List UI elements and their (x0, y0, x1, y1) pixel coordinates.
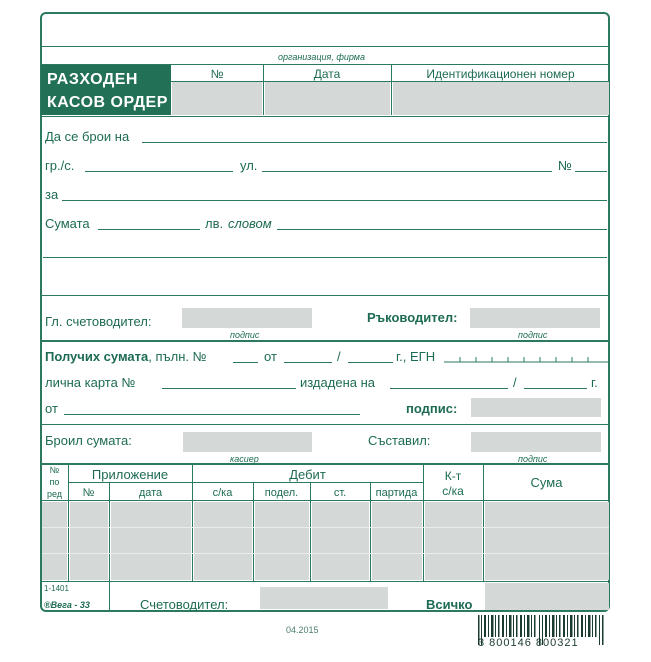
signature-caption1: подпис (230, 330, 260, 340)
receiver-signature[interactable] (471, 398, 601, 417)
cell-sum[interactable] (485, 502, 609, 580)
th-no3: ред (46, 489, 63, 499)
th-bottom-line (41, 500, 610, 501)
barcode-digits: 3 800146 800321 (478, 637, 579, 649)
slash1: / (337, 349, 341, 364)
th-att-date: дата (138, 487, 163, 499)
table-top-line (41, 463, 610, 465)
th-partida: партида (375, 487, 418, 499)
received-suffix: , пълн. № (148, 349, 207, 364)
title-line2: КАСОВ ОРДЕР (47, 94, 168, 111)
cell-kt[interactable] (425, 502, 482, 580)
section-line1 (41, 295, 610, 296)
street-field[interactable] (262, 171, 552, 172)
th-st: ст. (333, 487, 347, 499)
signature-caption2: подпис (518, 330, 548, 340)
received-label (45, 350, 207, 363)
section-line3 (41, 424, 610, 425)
city-label: гр./с. (45, 158, 75, 173)
slash2: / (513, 375, 517, 390)
th-no2: по (49, 477, 60, 487)
id-number-field[interactable] (393, 82, 609, 115)
id-card-label: лична карта № (45, 375, 136, 390)
issued-year-field[interactable] (524, 388, 587, 389)
full-number-field[interactable] (233, 362, 258, 363)
th-podel: подел. (264, 487, 299, 499)
year2-label: г. (591, 375, 598, 390)
year-egn-label: г., ЕГН (396, 349, 436, 364)
chief-accountant-signature[interactable] (182, 308, 312, 328)
counted-label: Броил сумата: (45, 433, 132, 448)
manager-signature[interactable] (470, 308, 600, 328)
in-words-label: словом (228, 216, 272, 231)
manager-label: Ръководител: (367, 310, 458, 325)
th-kt: К-т (444, 469, 462, 483)
signature-label: подпис: (406, 401, 458, 416)
cell-podel[interactable] (255, 502, 309, 580)
edition: 04.2015 (286, 625, 319, 635)
street-label: ул. (240, 158, 258, 173)
th-debit: Дебит (289, 467, 326, 482)
received-bold: Получих сумата (45, 349, 149, 364)
cell-st[interactable] (312, 502, 369, 580)
chief-accountant-label: Гл. счетоводител: (45, 314, 152, 329)
section-line2 (41, 340, 610, 342)
issuer-field[interactable] (64, 414, 360, 415)
from2-label: от (45, 401, 58, 416)
footer-div (109, 581, 110, 611)
date-field[interactable] (265, 82, 390, 115)
title-line1: РАЗХОДЕН (47, 71, 138, 88)
cell-att-no[interactable] (70, 502, 108, 580)
form-code: 1-1401 (44, 584, 69, 593)
cell-att-date[interactable] (111, 502, 191, 580)
signature-caption3: подпис (518, 454, 548, 464)
brand: ®Вега - 33 (44, 600, 90, 610)
pay-to-field[interactable] (142, 142, 607, 143)
org-caption: организация, фирма (278, 52, 365, 62)
th-sum: Сума (530, 475, 563, 490)
accountant-signature[interactable] (260, 587, 388, 609)
table-bottom-line (41, 581, 610, 582)
col-id: Идентификационен номер (426, 67, 575, 81)
compiled-signature[interactable] (471, 432, 601, 452)
from-label: от (264, 349, 277, 364)
num-label: № (558, 158, 572, 173)
row-line1 (42, 527, 609, 528)
th-kt-sk: с/ка (442, 484, 464, 498)
for-field[interactable] (62, 200, 607, 201)
accountant-label: Счетоводител: (140, 597, 229, 612)
date-day-field[interactable] (284, 362, 332, 363)
th-sk: с/ка (212, 487, 233, 499)
total-field[interactable] (485, 583, 609, 610)
for-label: за (45, 187, 59, 202)
col-date: Дата (313, 67, 341, 81)
amount-label: Сумата (45, 216, 90, 231)
issued-date-field[interactable] (390, 388, 508, 389)
header-bottom-line (41, 116, 610, 117)
th-no: № (49, 465, 60, 475)
th-sub-line (68, 482, 423, 483)
num-field[interactable] (575, 171, 607, 172)
cashier-caption: касиер (230, 454, 259, 464)
title-box (41, 65, 171, 115)
currency-label: лв. (205, 216, 224, 231)
number-field[interactable] (172, 82, 262, 115)
total-label: Всичко (426, 597, 473, 612)
in-words-field[interactable] (277, 229, 607, 230)
cashier-signature[interactable] (183, 432, 312, 452)
col-number: № (210, 67, 224, 81)
city-field[interactable] (85, 171, 233, 172)
id-card-field[interactable] (162, 388, 296, 389)
pay-to-label: Да се брои на (45, 129, 130, 144)
th-att-no: № (82, 487, 95, 499)
row-line2 (42, 553, 609, 554)
amount-field[interactable] (98, 229, 200, 230)
in-words-field2[interactable] (43, 257, 607, 258)
compiled-label: Съставил: (368, 433, 431, 448)
th-attachment: Приложение (91, 467, 169, 482)
org-line (42, 46, 608, 47)
date-month-field[interactable] (348, 362, 393, 363)
cell-no[interactable] (42, 502, 67, 580)
cell-partida[interactable] (372, 502, 422, 580)
issued-label: издадена на (300, 375, 375, 390)
cell-sk[interactable] (194, 502, 252, 580)
egn-field[interactable] (444, 352, 608, 364)
